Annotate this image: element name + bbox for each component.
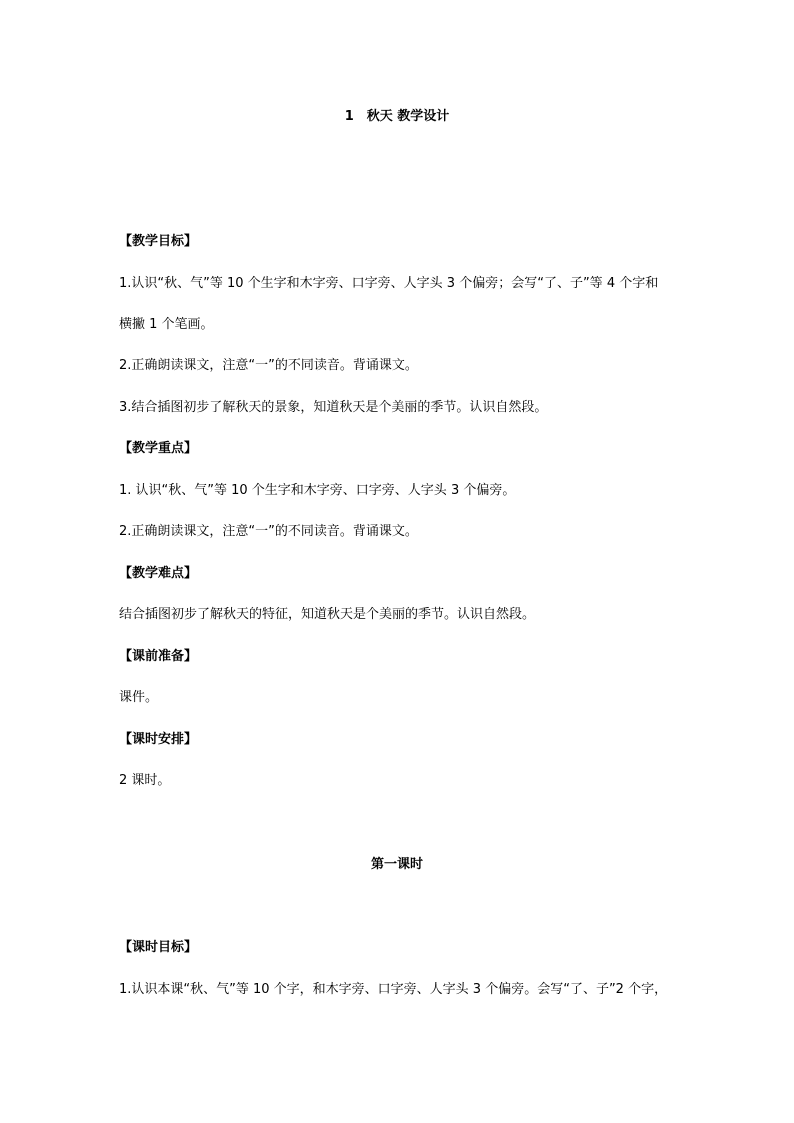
document-title: 1 秋天 教学设计: [344, 109, 450, 124]
schedule-1: 2 课时。: [119, 773, 171, 788]
lesson-goals-heading: 【课时目标】: [119, 940, 198, 955]
goals-heading: 【教学目标】: [119, 234, 198, 249]
schedule-heading: 【课时安排】: [119, 732, 198, 747]
preparation-1: 课件。: [119, 690, 159, 705]
goal-2: 2.正确朗读课文，注意“一”的不同读音。背诵课文。: [119, 358, 418, 373]
preparation-heading: 【课前准备】: [119, 649, 198, 664]
lesson-one-title: 第一课时: [370, 857, 423, 872]
difficulty-1: 结合插图初步了解秋天的特征，知道秋天是个美丽的季节。认识自然段。: [119, 607, 536, 622]
goal-3: 3.结合插图初步了解秋天的景象，知道秋天是个美丽的季节。认识自然段。: [119, 400, 548, 415]
goal-1-line-2: 横撇 1 个笔画。: [119, 317, 214, 332]
difficulty-heading: 【教学难点】: [119, 566, 198, 581]
goal-1-line-1: 1.认识“秋、气”等 10 个生字和木字旁、口字旁、人字头 3 个偏旁；会写“了、子”等 4 个字和: [119, 276, 659, 291]
key-point-1: 1. 认识“秋、气”等 10 个生字和木字旁、口字旁、人字头 3 个偏旁。: [119, 483, 516, 498]
key-point-2: 2.正确朗读课文，注意“一”的不同读音。背诵课文。: [119, 524, 418, 539]
key-points-heading: 【教学重点】: [119, 441, 198, 456]
lesson-goal-1: 1.认识本课“秋、气”等 10 个字，和木字旁、口字旁、人字头 3 个偏旁。会写“了、子”2 个字，: [119, 982, 668, 997]
